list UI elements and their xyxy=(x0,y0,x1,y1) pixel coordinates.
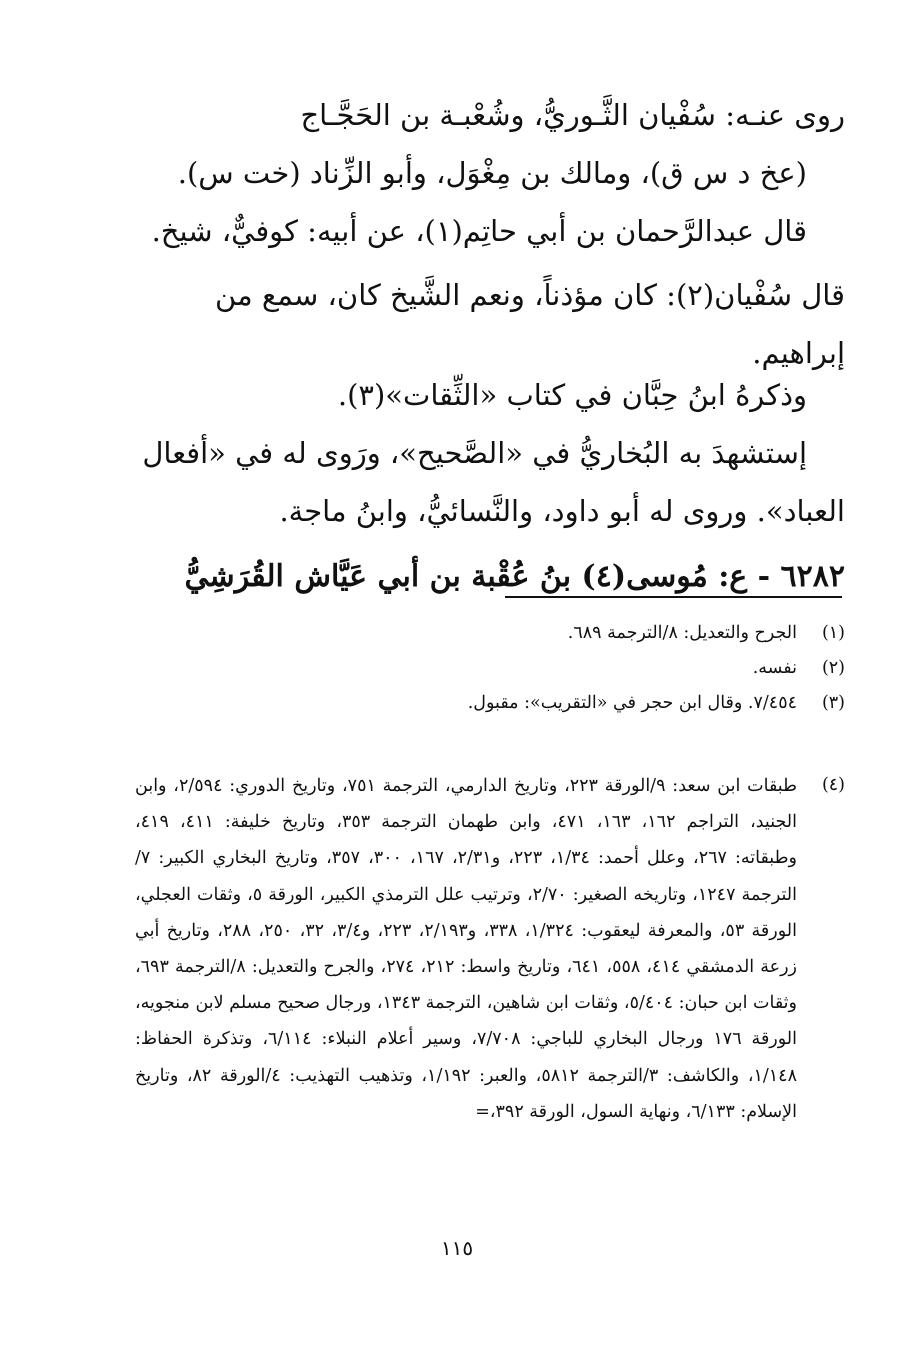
footnotes xyxy=(135,616,845,721)
footnote-number: (٣) xyxy=(821,693,845,713)
text-line: قال عبدالرَّحمان بن أبي حاتِم(١)، عن أبيه: كوفيٌّ، شيخ. xyxy=(151,214,807,248)
entry-heading: ٦٢٨٢ - ع: مُوسى(٤) بنُ عُقْبة بن أبي عَيَّاش القُرَشِيُّ xyxy=(184,559,845,594)
text-line: إبراهيم. xyxy=(752,336,845,370)
footnote-text: الجرح والتعديل: ٨/الترجمة ٦٨٩. xyxy=(567,623,797,643)
footnote-2 xyxy=(135,651,845,686)
footnote-text: طبقات ابن سعد: ٩/الورقة ٢٢٣، وتاريخ الدارمي، الترجمة ٧٥١، وتاريخ الدوري: ٢/٥٩٤، وابن الجنيد، التراجم ١٦٢، ١٦٣، ٤٧١، وابن طهمان الترجمة ٣٥٣، وتاريخ خليفة: ٤١١، ٤١٩، وطبقاته: ٢٦٧، وعلل أحمد: ١/٣٤، ٢٢٣، و٢/٣١، ١٦٧، ٣٠٠، ٣٥٧، وتاريخ البخاري الكبير: ٧/الترجمة ١٢٤٧، وتاريخه الصغير: ٢/٧٠، وترتيب علل الترمذي الكبير، الورقة ٥، وثقات العجلي، الورقة ٥٣، والمعرفة ليعقوب: ١/٣٢٤، ٣٣٨، و٢/١٩٣، ٢٢٣، و٣/٤، ٣٢، ٢٥٠، ٢٨٨، وتاريخ أبي زرعة الدمشقي ٤١٤، ٥٥٨، ٦٤١، وتاريخ واسط: ٢١٢، ٢٧٤، والجرح والتعديل: ٨/الترجمة ٦٩٣، وثقات ابن حبان: ٥/٤٠٤، وثقات ابن شاهين، الترجمة ١٣٤٣، ورجال صحيح مسلم لابن منجويه، الورقة ١٧٦ ورجال البخاري للباجي: ٧/٧٠٨، وسير أعلام النبلاء: ٦/١١٤، وتذكرة الحفاظ: ١/١٤٨، والكاشف: ٣/الترجمة ٥٨١٢، والعبر: ١/١٩٢، وتذهيب التهذيب: ٤/الورقة ٨٢، وتاريخ الإسلام: ٦/١٣٣، ونهاية السول، الورقة ٣٩٢،= xyxy=(135,776,798,1122)
footnote-4-block xyxy=(135,768,845,1130)
footnote-4 xyxy=(135,768,845,1130)
text-line: وذكرهُ ابنُ حِبَّان في كتاب «الثِّقات»(٣). xyxy=(337,378,807,412)
text-line: قال سُفْيان(٢): كان مؤذناً، ونعم الشَّيخ كان، سمع من xyxy=(215,278,845,312)
page-number: ١١٥ xyxy=(440,1236,474,1260)
footnote-text: ٧/٤٥٤. وقال ابن حجر في «التقريب»: مقبول. xyxy=(467,693,797,713)
main-text xyxy=(135,86,845,606)
footnote-number: (٢) xyxy=(821,658,845,678)
text-line: إستشهدَ به البُخاريُّ في «الصَّحيح»، ورَوى له في «أفعال xyxy=(142,436,807,470)
footnote-separator xyxy=(505,596,842,598)
text-line: (عخ د س ق)، ومالك بن مِغْوَل، وأبو الزِّناد (خت س). xyxy=(177,156,807,190)
footnote-number: (٤) xyxy=(821,775,845,795)
text-line: العباد». وروى له أبو داود، والنَّسائيُّ، وابنُ ماجة. xyxy=(279,494,845,528)
footnote-text: نفسه. xyxy=(752,658,797,678)
footnote-3 xyxy=(135,686,845,721)
footnote-number: (١) xyxy=(821,623,845,643)
text-line: روى عنـه: سُفْيان الثَّـوريُّ، وشُعْبـة بن الحَجَّـاج xyxy=(300,98,845,132)
footnote-1 xyxy=(135,616,845,651)
